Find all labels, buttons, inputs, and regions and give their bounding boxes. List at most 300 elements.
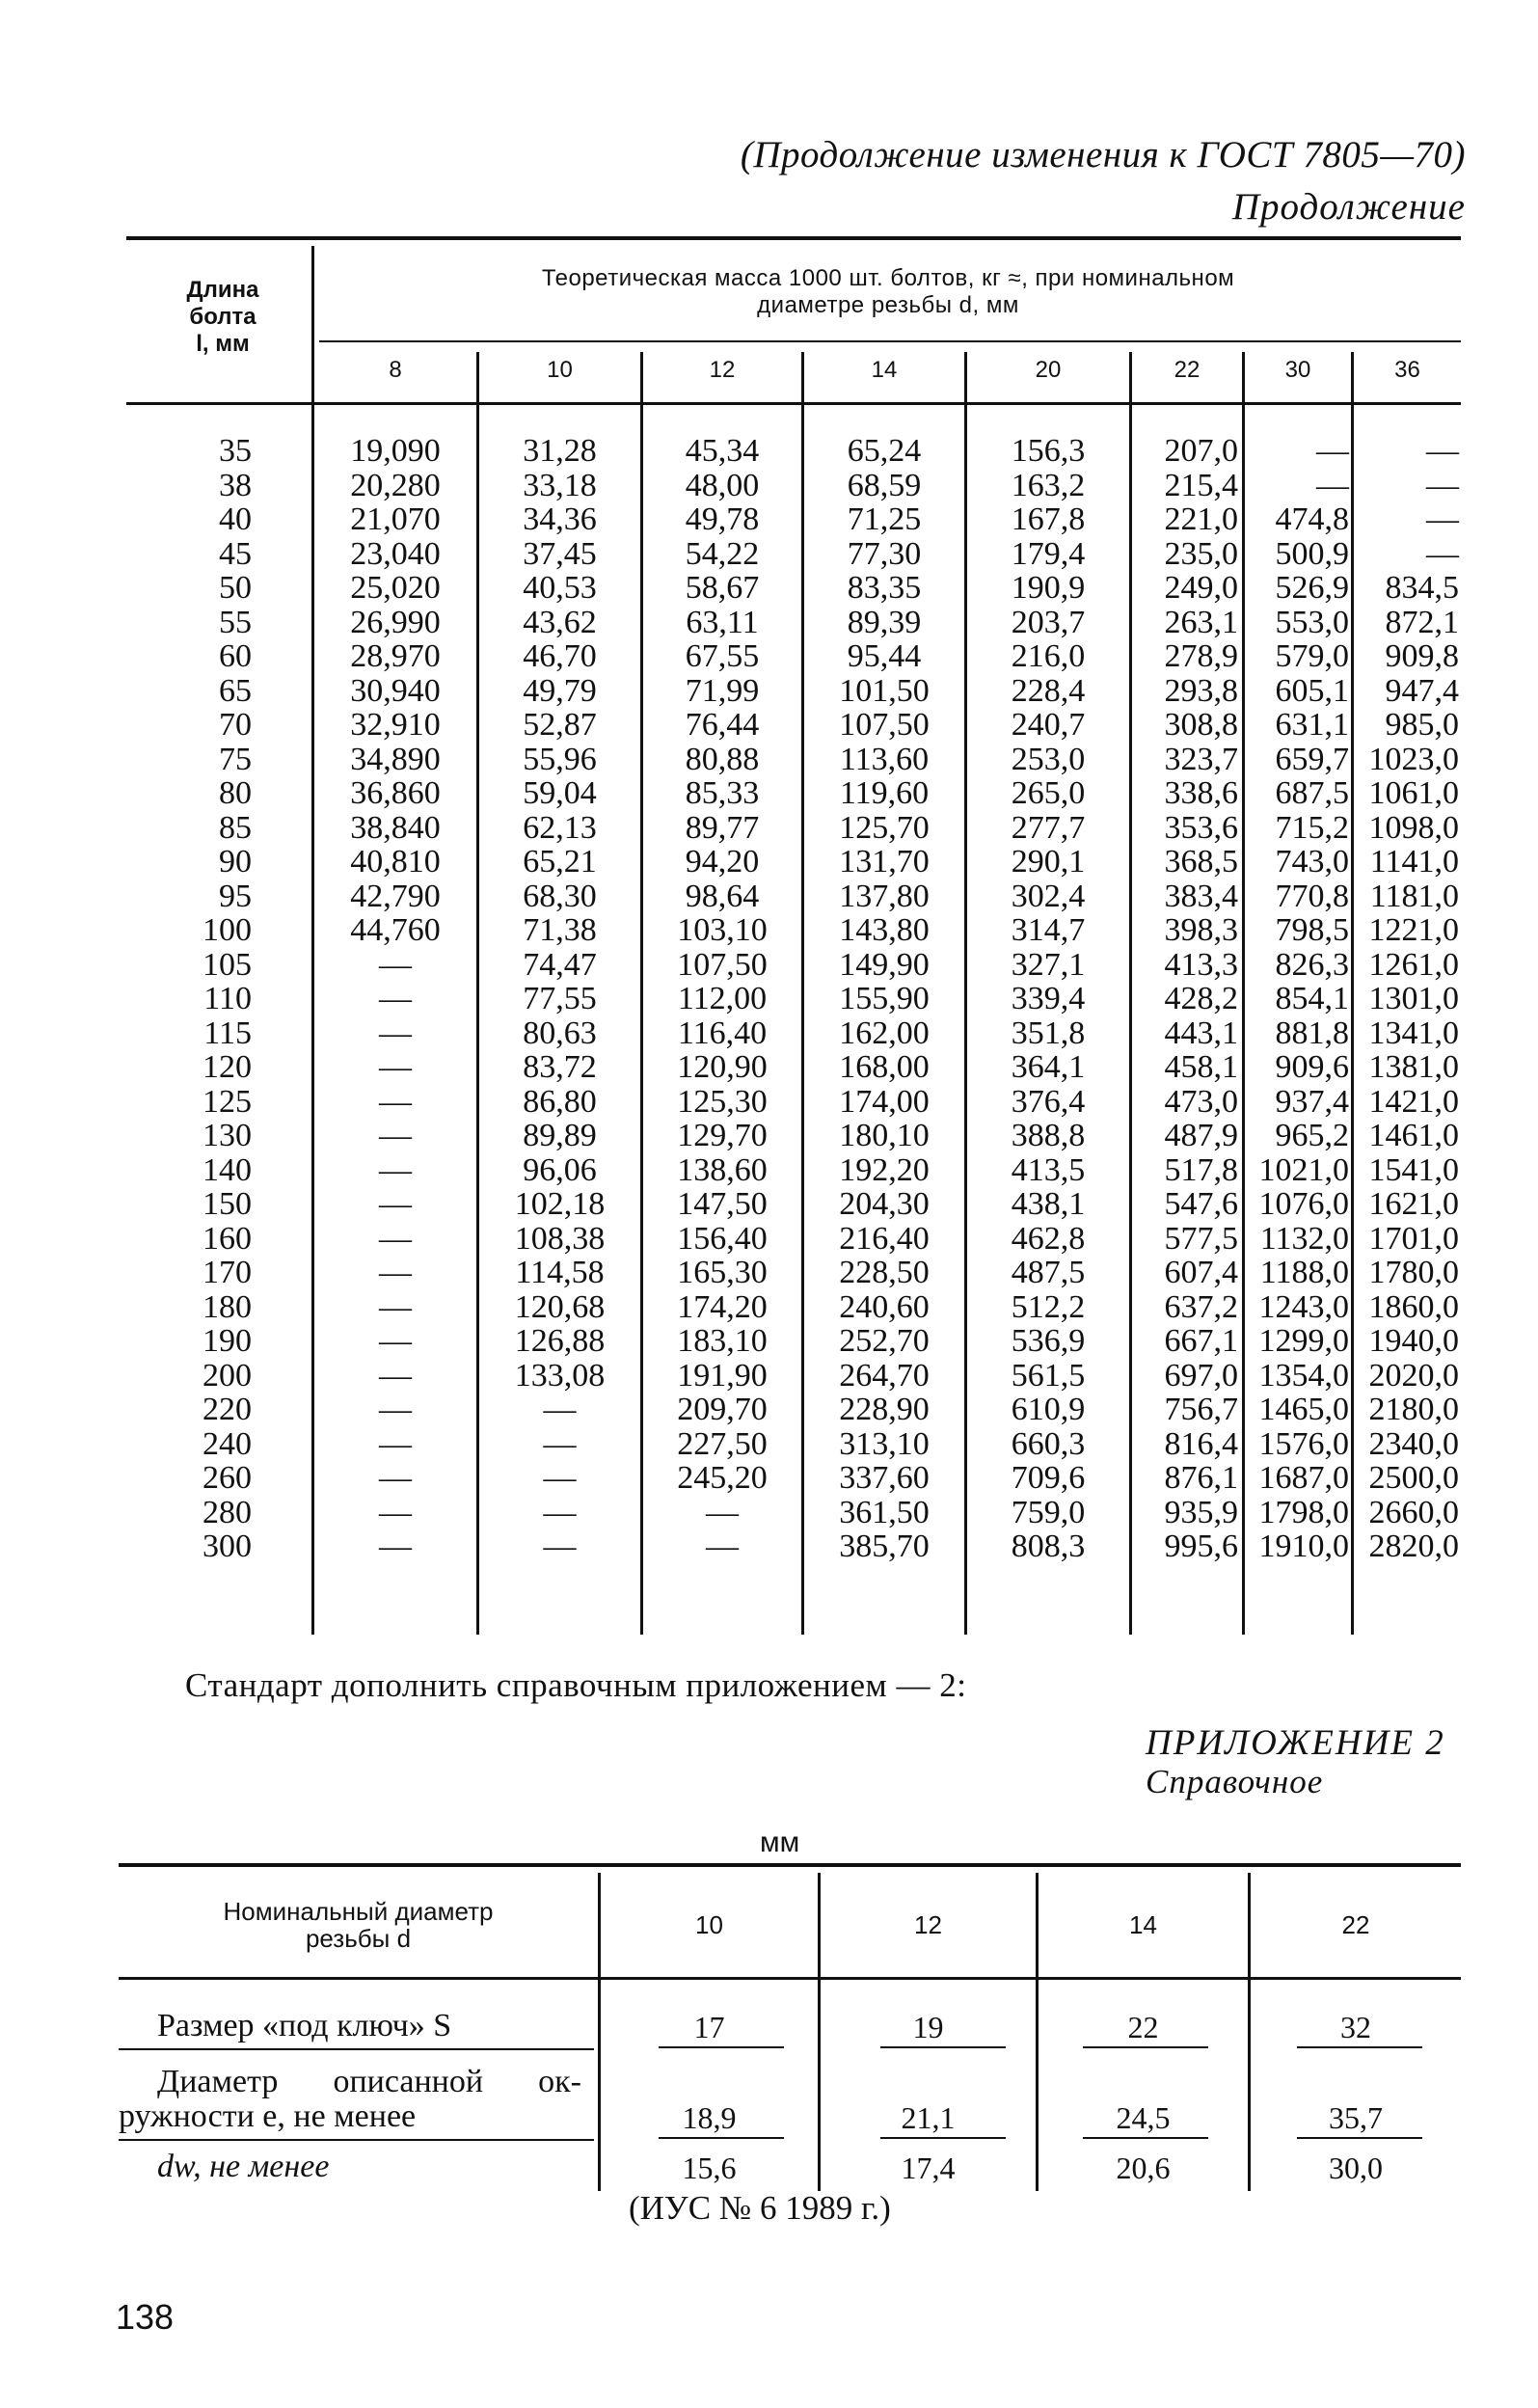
mass-cell: — <box>379 946 412 983</box>
mass-cell: 42,790 <box>350 878 441 914</box>
mass-column-d22 <box>1132 434 1242 1564</box>
mass-cell: 28,970 <box>350 638 441 674</box>
mass-cell: 163,2 <box>1011 467 1086 503</box>
bolt-length-cell: 125 <box>202 1083 252 1120</box>
mass-cell: 808,3 <box>1011 1529 1086 1564</box>
mass-cell: 1341,0 <box>1368 1015 1459 1051</box>
row-rule <box>119 2139 594 2141</box>
diameter-header: 14 <box>871 357 898 383</box>
mass-cell: 120,68 <box>514 1288 606 1325</box>
mass-cell: 798,5 <box>1275 912 1349 948</box>
bolt-length-cell: 140 <box>202 1151 252 1188</box>
diameter-header: 14 <box>1129 1910 1157 1939</box>
mass-cell: 1243,0 <box>1258 1288 1349 1325</box>
mass-cell: 120,90 <box>677 1049 768 1085</box>
bolt-length-cell: 150 <box>202 1186 252 1222</box>
mass-cell: 368,5 <box>1164 844 1238 879</box>
mass-cell: — <box>379 1151 412 1188</box>
mass-cell: 361,50 <box>839 1494 930 1530</box>
mass-cell: — <box>379 1118 412 1153</box>
mass-cell: 376,4 <box>1011 1083 1086 1120</box>
mass-cell: 1621,0 <box>1368 1186 1459 1222</box>
mass-cell: 80,63 <box>523 1015 597 1051</box>
mass-cell: 137,80 <box>839 878 930 914</box>
appendix-table <box>119 1863 1461 2191</box>
diameter-header: 20 <box>1035 357 1062 383</box>
mass-cell: 108,38 <box>514 1220 606 1257</box>
diameter-header: 12 <box>709 357 736 383</box>
bolt-length-cell: 110 <box>203 981 252 1016</box>
mass-cell: 577,5 <box>1164 1220 1238 1257</box>
mass-cell: 458,1 <box>1164 1049 1238 1085</box>
header-bottom-rule <box>119 1977 1461 1980</box>
mass-cell: 517,8 <box>1164 1151 1238 1188</box>
mass-cell: 113,60 <box>839 741 930 777</box>
mass-cell: 107,50 <box>839 707 930 743</box>
mass-cell: 637,2 <box>1164 1288 1238 1325</box>
mass-cell: 265,0 <box>1011 775 1086 811</box>
mass-cell: 249,0 <box>1164 570 1238 606</box>
mass-cell: 667,1 <box>1164 1323 1238 1359</box>
mass-cell: 759,0 <box>1011 1494 1086 1530</box>
mass-cell: 965,2 <box>1275 1118 1349 1153</box>
mass-cell: 323,7 <box>1164 741 1238 777</box>
mass-cell: 37,45 <box>523 535 597 572</box>
bolt-length-cell: 100 <box>202 912 252 948</box>
mass-column-d8 <box>314 434 476 1564</box>
mass-cell: 36,860 <box>350 775 441 811</box>
bolt-length-cell: 220 <box>202 1392 252 1427</box>
mass-cell: 52,87 <box>523 707 597 743</box>
mass-cell: 19,090 <box>350 433 441 469</box>
mass-cell: 1301,0 <box>1368 981 1459 1016</box>
mass-cell: 207,0 <box>1164 433 1238 469</box>
mass-cell: 413,5 <box>1011 1151 1086 1188</box>
mass-cell: 165,30 <box>677 1255 768 1290</box>
mass-cell: 245,20 <box>677 1460 768 1496</box>
mass-cell: 462,8 <box>1011 1220 1086 1257</box>
mass-cell: 398,3 <box>1164 912 1238 948</box>
mass-cell: 351,8 <box>1011 1015 1086 1051</box>
bolt-length-cell: 60 <box>219 638 252 674</box>
mass-cell: 263,1 <box>1164 604 1238 640</box>
mass-cell: 1188,0 <box>1259 1255 1349 1290</box>
mass-table <box>126 236 1461 1637</box>
mass-cell: 995,6 <box>1164 1529 1238 1564</box>
mass-cell: 94,20 <box>685 844 760 879</box>
mass-cell: — <box>1426 433 1459 469</box>
table-cell: 22 <box>1127 2010 1159 2044</box>
continued-label: Продолжение <box>1231 186 1466 228</box>
mass-cell: 278,9 <box>1164 638 1238 674</box>
mass-cell: 327,1 <box>1011 946 1086 983</box>
mass-cell: — <box>379 1425 412 1462</box>
mass-cell: 34,36 <box>523 501 597 537</box>
mass-cell: 438,1 <box>1011 1186 1086 1222</box>
table-cell: 35,7 <box>1329 2100 1383 2135</box>
mass-cell: — <box>543 1392 577 1427</box>
mass-cell: 76,44 <box>685 707 760 743</box>
value-underline <box>1297 2046 1422 2048</box>
mass-cell: 86,80 <box>523 1083 597 1120</box>
mass-cell: 302,4 <box>1011 878 1086 914</box>
mass-cell: 114,58 <box>515 1255 605 1290</box>
mass-cell: 364,1 <box>1011 1049 1086 1085</box>
mass-cell: 240,60 <box>839 1288 930 1325</box>
bolt-length-cell: 280 <box>202 1494 252 1530</box>
table-cell: 18,9 <box>682 2100 737 2135</box>
mass-cell: 125,70 <box>839 809 930 846</box>
mass-cell: 1576,0 <box>1258 1425 1349 1462</box>
mass-cell: — <box>1316 433 1349 469</box>
mass-cell: 338,6 <box>1164 775 1238 811</box>
mass-cell: 167,8 <box>1011 501 1086 537</box>
mass-cell: 2180,0 <box>1368 1392 1459 1427</box>
mass-cell: 59,04 <box>523 775 597 811</box>
length-header: Длина болта l, мм <box>186 277 259 357</box>
mass-cell: 179,4 <box>1011 535 1086 572</box>
mass-column-d30 <box>1245 434 1351 1564</box>
mass-cell: 985,0 <box>1385 707 1459 743</box>
mass-cell: 1687,0 <box>1258 1460 1349 1496</box>
mass-cell: — <box>706 1529 739 1564</box>
continuation-header: (Продолжение изменения к ГОСТ 7805—70) <box>740 134 1466 176</box>
mass-cell: 1381,0 <box>1368 1049 1459 1085</box>
bolt-length-cell: 35 <box>219 433 252 469</box>
mass-cell: — <box>543 1425 577 1462</box>
mass-cell: 388,8 <box>1011 1118 1086 1153</box>
mass-cell: 660,3 <box>1011 1425 1086 1462</box>
bolt-length-cell: 170 <box>202 1255 252 1290</box>
header-bottom-rule <box>126 402 1461 405</box>
mass-cell: 413,3 <box>1164 946 1238 983</box>
mass-cell: 1940,0 <box>1368 1323 1459 1359</box>
mass-cell: 133,08 <box>514 1357 606 1393</box>
mass-cell: 62,13 <box>523 809 597 846</box>
table-cell: 19 <box>912 2010 944 2044</box>
mass-cell: 228,50 <box>839 1255 930 1290</box>
mass-cell: 383,4 <box>1164 878 1238 914</box>
mass-cell: 290,1 <box>1011 844 1086 879</box>
bolt-length-cell: 240 <box>202 1425 252 1462</box>
mass-cell: 191,90 <box>677 1357 768 1393</box>
mass-cell: 44,760 <box>350 912 441 948</box>
mass-cell: 77,30 <box>847 535 922 572</box>
mass-cell: 607,4 <box>1164 1255 1238 1290</box>
mass-cell: 1541,0 <box>1368 1151 1459 1188</box>
mass-cell: 770,8 <box>1275 878 1349 914</box>
source-reference: (ИУС № 6 1989 г.) <box>629 2189 891 2227</box>
mass-cell: 23,040 <box>350 535 441 572</box>
mass-cell: 40,53 <box>523 570 597 606</box>
mass-cell: 687,5 <box>1275 775 1349 811</box>
mass-cell: 605,1 <box>1275 672 1349 709</box>
mass-cell: 54,22 <box>685 535 760 572</box>
bolt-length-cell: 40 <box>219 501 252 537</box>
mass-cell: 143,80 <box>839 912 930 948</box>
appendix-subtitle: Справочное <box>1146 1763 1324 1800</box>
mass-cell: 156,40 <box>677 1220 768 1257</box>
mass-cell: 353,6 <box>1164 809 1238 846</box>
mass-cell: 937,4 <box>1275 1083 1349 1120</box>
mass-cell: — <box>1426 467 1459 503</box>
mass-cell: — <box>379 1529 412 1564</box>
diameter-header: 10 <box>547 357 573 383</box>
mass-cell: 526,9 <box>1275 570 1349 606</box>
mass-cell: 129,70 <box>677 1118 768 1153</box>
bolt-length-cell: 65 <box>219 672 252 709</box>
mass-cell: 339,4 <box>1011 981 1086 1016</box>
page-number: 138 <box>116 2297 175 2337</box>
mass-cell: 631,1 <box>1275 707 1349 743</box>
mass-cell: — <box>379 1288 412 1325</box>
mass-cell: 314,7 <box>1011 912 1086 948</box>
mass-cell: 1860,0 <box>1368 1288 1459 1325</box>
mass-cell: 74,47 <box>523 946 597 983</box>
mass-cell: 125,30 <box>677 1083 768 1120</box>
mass-cell: 1181,0 <box>1369 878 1459 914</box>
mass-cell: — <box>379 1083 412 1120</box>
mass-cell: 89,89 <box>523 1118 597 1153</box>
mass-cell: 20,280 <box>350 467 441 503</box>
mass-cell: 71,99 <box>685 672 760 709</box>
mass-cell: 119,60 <box>839 775 930 811</box>
mass-cell: 1780,0 <box>1368 1255 1459 1290</box>
diameter-header: 22 <box>1174 357 1201 383</box>
table-cell: 21,1 <box>901 2100 956 2135</box>
mass-cell: 935,9 <box>1164 1494 1238 1530</box>
mass-cell: 58,67 <box>685 570 760 606</box>
mass-cell: 183,10 <box>677 1323 768 1359</box>
mass-cell: 313,10 <box>839 1425 930 1462</box>
mass-cell: 1701,0 <box>1368 1220 1459 1257</box>
mass-cell: 235,0 <box>1164 535 1238 572</box>
mass-cell: 25,020 <box>350 570 441 606</box>
value-underline <box>1297 2137 1422 2139</box>
mass-cell: 2660,0 <box>1368 1494 1459 1530</box>
mass-cell: 168,00 <box>839 1049 930 1085</box>
mass-cell: 45,34 <box>685 433 760 469</box>
mass-cell: 1076,0 <box>1258 1186 1349 1222</box>
mass-cell: 709,6 <box>1011 1460 1086 1496</box>
value-underline <box>659 2046 784 2048</box>
mass-cell: 221,0 <box>1164 501 1238 537</box>
mass-cell: 34,890 <box>350 741 441 777</box>
mass-cell: — <box>379 1392 412 1427</box>
mass-cell: 561,5 <box>1011 1357 1086 1393</box>
mass-cell: 1023,0 <box>1368 741 1459 777</box>
diameter-header: 30 <box>1284 357 1311 383</box>
mass-cell: 2340,0 <box>1368 1425 1459 1462</box>
mass-cell: 1461,0 <box>1368 1118 1459 1153</box>
mass-cell: 40,810 <box>350 844 441 879</box>
mass-cell: 1021,0 <box>1258 1151 1349 1188</box>
mass-cell: 337,60 <box>839 1460 930 1496</box>
value-underline <box>880 2137 1006 2139</box>
row-label-circumscribed-diameter-cont: ружности e, не менее <box>119 2098 417 2134</box>
mass-cell: 162,00 <box>839 1015 930 1051</box>
mass-cell: 881,8 <box>1275 1015 1349 1051</box>
mass-cell: 31,28 <box>523 433 597 469</box>
mass-cell: 756,7 <box>1164 1392 1238 1427</box>
bolt-length-cell: 260 <box>202 1460 252 1496</box>
table-cell: 32 <box>1340 2010 1371 2044</box>
mass-cell: 48,00 <box>685 467 760 503</box>
bolt-length-cell: 38 <box>219 467 252 503</box>
value-underline <box>1083 2046 1208 2048</box>
diameter-header: 12 <box>914 1910 942 1939</box>
mass-cell: — <box>379 1460 412 1496</box>
mass-cell: 512,2 <box>1011 1288 1086 1325</box>
mass-cell: 71,38 <box>523 912 597 948</box>
mass-cell: 33,18 <box>523 467 597 503</box>
bolt-length-cell: 300 <box>202 1529 252 1564</box>
mass-cell: 38,840 <box>350 809 441 846</box>
diameter-header: 22 <box>1341 1910 1370 1939</box>
mass-cell: 1354,0 <box>1258 1357 1349 1393</box>
mass-cell: 95,44 <box>847 638 922 674</box>
unit-label: мм <box>760 1826 800 1858</box>
header-divider <box>319 340 1461 342</box>
table-cell: 17,4 <box>901 2151 956 2185</box>
mass-cell: 428,2 <box>1164 981 1238 1016</box>
bolt-length-cell: 50 <box>219 570 252 606</box>
mass-cell: — <box>379 1255 412 1290</box>
bolt-length-cell: 80 <box>219 775 252 811</box>
mass-cell: 180,10 <box>839 1118 930 1153</box>
mass-cell: 102,18 <box>514 1186 606 1222</box>
mass-cell: — <box>379 1494 412 1530</box>
mass-cell: 1798,0 <box>1258 1494 1349 1530</box>
mass-cell: 32,910 <box>350 707 441 743</box>
mass-cell: 112,00 <box>677 981 768 1016</box>
bolt-length-cell: 55 <box>219 604 252 640</box>
mass-cell: 77,55 <box>523 981 597 1016</box>
mass-cell: 553,0 <box>1275 604 1349 640</box>
mass-cell: — <box>1316 467 1349 503</box>
mass-cell: 43,62 <box>523 604 597 640</box>
mass-cell: 174,00 <box>839 1083 930 1120</box>
row-label-dw: dw, не менее <box>157 2149 330 2184</box>
mass-cell: 116,40 <box>677 1015 768 1051</box>
table-cell: 15,6 <box>682 2151 737 2185</box>
mass-cell: 252,70 <box>839 1323 930 1359</box>
mass-cell: 500,9 <box>1275 535 1349 572</box>
mass-cell: — <box>543 1529 577 1564</box>
mass-cell: 89,39 <box>847 604 922 640</box>
mass-cell: 98,64 <box>685 878 760 914</box>
mass-cell: 228,4 <box>1011 672 1086 709</box>
row-rule <box>119 2048 594 2050</box>
mass-cell: 816,4 <box>1164 1425 1238 1462</box>
mass-cell: — <box>379 1357 412 1393</box>
mass-cell: 85,33 <box>685 775 760 811</box>
mass-cell: 55,96 <box>523 741 597 777</box>
mass-cell: — <box>379 1049 412 1085</box>
mass-cell: 204,30 <box>839 1186 930 1222</box>
mass-cell: 854,1 <box>1275 981 1349 1016</box>
mass-cell: 443,1 <box>1164 1015 1238 1051</box>
mass-cell: 26,990 <box>350 604 441 640</box>
mass-cell: 1261,0 <box>1368 946 1459 983</box>
bolt-length-cell: 45 <box>219 535 252 572</box>
mass-cell: 277,7 <box>1011 809 1086 846</box>
bolt-length-cell: 70 <box>219 707 252 743</box>
bolt-length-cell: 85 <box>219 809 252 846</box>
mass-cell: 89,77 <box>685 809 760 846</box>
mass-cell: 192,20 <box>839 1151 930 1188</box>
mass-cell: 1299,0 <box>1258 1323 1349 1359</box>
mass-cell: 71,25 <box>847 501 922 537</box>
bolt-length-cell: 200 <box>202 1357 252 1393</box>
mass-cell: — <box>543 1460 577 1496</box>
mass-cell: 49,78 <box>685 501 760 537</box>
mass-cell: 1465,0 <box>1258 1392 1349 1427</box>
mass-column-d10 <box>479 434 640 1564</box>
mass-cell: 579,0 <box>1275 638 1349 674</box>
appendix-title: ПРИЛОЖЕНИЕ 2 <box>1146 1723 1445 1763</box>
mass-cell: 909,8 <box>1385 638 1459 674</box>
mass-cell: 876,1 <box>1164 1460 1238 1496</box>
mass-column-d14 <box>804 434 964 1564</box>
mass-cell: 147,50 <box>677 1186 768 1222</box>
value-underline <box>1083 2137 1208 2139</box>
mass-cell: — <box>1426 501 1459 537</box>
length-column <box>126 434 281 1564</box>
mass-cell: 49,79 <box>523 672 597 709</box>
mass-cell: — <box>379 1186 412 1222</box>
mass-cell: 715,2 <box>1275 809 1349 846</box>
mass-column-d36 <box>1354 434 1461 1564</box>
mass-cell: 1098,0 <box>1368 809 1459 846</box>
mass-cell: 65,24 <box>847 433 922 469</box>
mass-cell: 107,50 <box>677 946 768 983</box>
mass-cell: 1141,0 <box>1369 844 1459 879</box>
mass-cell: — <box>379 1015 412 1051</box>
mass-cell: 80,88 <box>685 741 760 777</box>
bolt-length-cell: 115 <box>203 1015 252 1051</box>
mass-cell: 659,7 <box>1275 741 1349 777</box>
mass-cell: 83,35 <box>847 570 922 606</box>
mass-cell: 547,6 <box>1164 1186 1238 1222</box>
bolt-length-cell: 95 <box>219 878 252 914</box>
mass-cell: 227,50 <box>677 1425 768 1462</box>
table-cell: 24,5 <box>1116 2100 1171 2135</box>
mass-cell: 487,5 <box>1011 1255 1086 1290</box>
diameter-header: 8 <box>389 357 402 383</box>
value-underline <box>659 2137 784 2139</box>
amendment-note: Стандарт дополнить справочным приложением — 2: <box>185 1666 967 1704</box>
mass-cell: 67,55 <box>685 638 760 674</box>
mass-cell: 385,70 <box>839 1529 930 1564</box>
bolt-length-cell: 190 <box>202 1323 252 1359</box>
mass-cell: 826,3 <box>1275 946 1349 983</box>
mass-cell: 21,070 <box>350 501 441 537</box>
mass-cell: 1421,0 <box>1368 1083 1459 1120</box>
mass-cell: — <box>379 981 412 1016</box>
mass-column-d12 <box>643 434 801 1564</box>
mass-cell: 126,88 <box>514 1323 606 1359</box>
mass-cell: 96,06 <box>523 1151 597 1188</box>
mass-cell: 155,90 <box>839 981 930 1016</box>
bolt-length-cell: 120 <box>202 1049 252 1085</box>
mass-cell: 149,90 <box>839 946 930 983</box>
mass-cell: 209,70 <box>677 1392 768 1427</box>
mass-cell: 872,1 <box>1385 604 1459 640</box>
mass-cell: 610,9 <box>1011 1392 1086 1427</box>
mass-cell: 2020,0 <box>1368 1357 1459 1393</box>
bolt-length-cell: 180 <box>202 1288 252 1325</box>
